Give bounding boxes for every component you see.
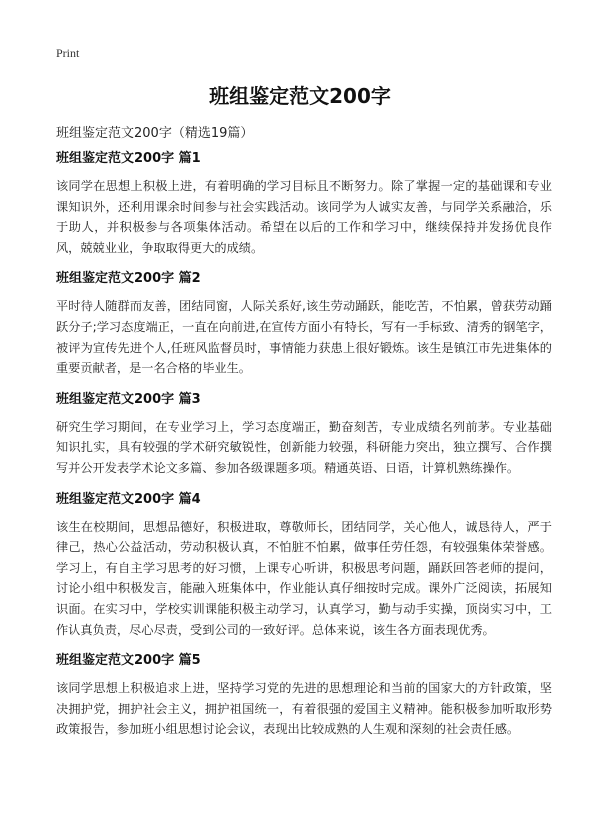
- section-body: 该同学在思想上积极上进，有着明确的学习目标且不断努力。除了掌握一定的基础课和专业课知识外，还利用课余时间参与社会实践活动。该同学为人诚实友善，与同学关系融洽，乐于助人，并积极参与各项集体活动。希望在以后的工作和学习中，继续保持并发扬优良作风，兢兢业业，争取取得更大的成绩。: [56, 179, 552, 255]
- section-heading: 班组鉴定范文200字 篇1: [56, 151, 201, 166]
- section-1: [56, 148, 552, 258]
- print-label: Print: [56, 46, 80, 60]
- section-3: [56, 389, 552, 479]
- section-heading: 班组鉴定范文200字 篇2: [56, 271, 201, 287]
- section-2: [56, 268, 552, 378]
- section-heading: 班组鉴定范文200字 篇5: [56, 653, 201, 669]
- document-subtitle: 班组鉴定范文200字（精选19篇）: [56, 126, 254, 141]
- section-body: 平时待人随群而友善，团结同窗，人际关系好,该生劳动踊跃，能吃苦，不怕累，曾获劳动踊跃分子;学习态度端正，一直在向前进,在宣传方面小有特长，写有一手标致、清秀的钢笔字，被评为宣传先进个人,任班风监督员时，事情能力获患上很好锻炼。该生是镇江市先进集体的重要贡献者，是一名合格的毕业生。: [56, 299, 552, 376]
- section-body: 该生在校期间，思想品德好，积极进取，尊敬师长，团结同学，关心他人，诚恳待人，严于律己，热心公益活动，劳动积极认真，不怕脏不怕累，做事任劳任怨，有较强集体荣誉感。学习上，有自主学习思考的好习惯，上课专心听讲，积极思考问题，踊跃回答老师的提问，讨论小组中积极发言，能融入班集体中，作业能认真仔细按时完成。课外广泛阅读，拓展知识面。在实习中，学校实训课能积极主动学习，认真学习，勤与动手实操，顶岗实习中，工作认真负责，尽心尽责，受到公司的一致好评。总体来说，该生各方面表现优秀。: [56, 519, 552, 637]
- section-heading: 班组鉴定范文200字 篇4: [56, 491, 201, 507]
- section-body: 该同学思想上积极追求上进，坚持学习党的先进的思想理论和当前的国家大的方针政策，坚决拥护党，拥护社会主义，拥护祖国统一，有着很强的爱国主义精神。能积极参加听取形势政策报告，参加班小组思想讨论会议，表现出比较成熟的人生观和深刻的社会责任感。: [56, 681, 552, 737]
- section-4: [56, 489, 552, 641]
- section-heading: 班组鉴定范文200字 篇3: [56, 391, 201, 407]
- sections-container: [56, 148, 552, 750]
- section-body: 研究生学习期间，在专业学习上，学习态度端正，勤奋刻苦，专业成绩名列前茅。专业基础知识扎实，具有较强的学术研究敏锐性，创新能力较强，科研能力突出，独立撰写、合作撰写并公开发表学术论文多篇、参加各级课题多项。精通英语、日语，计算机熟练操作。: [56, 419, 552, 475]
- section-5: [56, 650, 552, 740]
- document-title: 班组鉴定范文200字: [209, 84, 391, 108]
